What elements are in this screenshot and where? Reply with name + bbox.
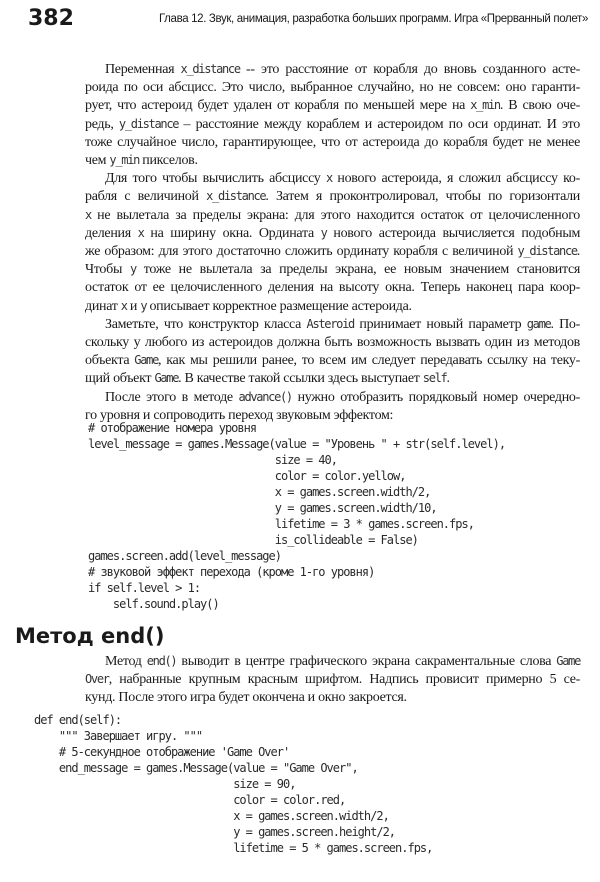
text-run: , как мы решили ранее, то всем им следует передавать ссылку на теку-	[158, 353, 580, 369]
text-line	[85, 298, 580, 316]
text-run: скольку у любого из астероидов должна быть возможность вызвать один из методов	[85, 335, 580, 351]
text-line	[85, 653, 580, 671]
inline-code: Game	[154, 371, 179, 386]
inline-code: Game	[556, 654, 580, 668]
text-run: тоже не вылетала за пределы экрана, ее новым значением становится	[135, 262, 580, 278]
text-line	[85, 61, 580, 79]
code-line: self.sound.play()	[88, 597, 219, 611]
inline-code: Game	[134, 353, 158, 368]
text-run: пикселов.	[139, 153, 198, 169]
code-line: level_message = games.Message(value = "Уровень " + str(self.level),	[88, 437, 506, 451]
text-line	[85, 207, 580, 225]
text-run: После этого в методе	[105, 389, 239, 405]
text-run: . По-	[550, 316, 580, 332]
page-number: 382	[28, 6, 74, 31]
text-run: остаток от ее целочисленного деления на высоту окна. Теперь наконец пара коор-	[85, 280, 580, 296]
text-run: кунд. После этого игра будет окончена и окно закроется.	[85, 690, 407, 706]
code-line: color = color.yellow,	[88, 469, 406, 483]
code-listing-end	[34, 712, 432, 856]
inline-code: x	[325, 171, 332, 186]
text-run: деления	[85, 225, 138, 241]
text-run: Метод	[105, 654, 147, 669]
text-run: нужно отобразить порядковый номер очередно-	[291, 389, 580, 405]
text-run: динат	[85, 298, 121, 314]
text-run: рует, что астероид будет удален от корабля по меньшей мере на	[85, 98, 471, 114]
text-run: выводит в центре графического экрана сакраментальные слова	[176, 654, 557, 669]
code-line: def end(self):	[34, 713, 122, 727]
text-line	[85, 370, 580, 388]
code-line: end_message = games.Message(value = "Game Over",	[34, 761, 358, 775]
text-run: .	[446, 371, 450, 387]
code-line: lifetime = 3 * games.screen.fps,	[88, 517, 474, 531]
running-header	[28, 6, 588, 30]
text-line	[85, 79, 580, 97]
text-line	[85, 116, 580, 134]
text-run: и	[126, 298, 141, 314]
inline-code: y_min	[109, 153, 140, 168]
text-run: нового астероида вычисляется подобным	[326, 225, 581, 241]
text-run: щий объект	[85, 371, 155, 387]
text-run: . В качестве такой ссылки здесь выступает	[178, 371, 423, 387]
code-line: y = games.screen.height/2,	[34, 825, 396, 839]
text-run: нового астероида, я сложил абсциссу ко-	[331, 171, 580, 187]
code-line: x = games.screen.width/2,	[34, 809, 389, 823]
text-run: чем	[85, 153, 110, 169]
inline-code: y	[140, 298, 147, 313]
text-line	[85, 134, 580, 152]
text-run: -- это расстояние от корабля до вновь созданного асте-	[239, 62, 580, 77]
text-run: редь,	[85, 116, 119, 132]
code-line: """ Завершает игру. """	[34, 729, 203, 743]
text-run: тоже случайное число, гарантирующее, что от астероида до корабля будет не менее	[85, 134, 580, 150]
inline-code: advance()	[238, 389, 292, 404]
text-line	[85, 261, 580, 279]
inline-code: x	[120, 298, 127, 313]
inline-code: y	[320, 225, 327, 240]
text-run: описывает корректное размещение астероида.	[146, 298, 412, 314]
text-run: не вылетала за пределы экрана: для этого находится остаток от целочисленного	[90, 207, 580, 223]
body-text-bottom	[85, 653, 580, 708]
inline-code: Over	[85, 672, 109, 687]
code-line: size = 40,	[88, 453, 337, 467]
inline-code: end()	[146, 654, 177, 668]
inline-code: self	[422, 371, 447, 386]
code-line: is_collideable = False)	[88, 533, 418, 547]
text-run: роида по оси абсцисс. Это число, выбранное случайно, но не совсем: оно гаранти-	[85, 80, 580, 96]
chapter-title: Глава 12. Звук, анимация, разработка больших программ. Игра «Прерванный полет»	[158, 13, 588, 25]
text-run: Для того чтобы вычислить абсциссу	[105, 171, 326, 187]
text-line	[85, 671, 580, 689]
code-line: size = 90,	[34, 777, 296, 791]
text-run: рабля с величиной	[85, 189, 207, 205]
inline-code: x_distance	[206, 189, 266, 204]
text-run: Чтобы	[85, 262, 130, 278]
code-listing-advance	[88, 420, 505, 612]
text-line	[85, 225, 580, 243]
text-line	[85, 389, 580, 407]
text-run: , набранные крупным красным шрифтом. Надпись провисит примерно 5 се-	[108, 672, 580, 688]
code-line: lifetime = 5 * games.screen.fps,	[34, 841, 433, 855]
code-line: # 5-секундное отображение 'Game Over'	[34, 745, 290, 759]
text-run: Заметьте, что конструктор класса	[105, 316, 307, 332]
text-run: принимает новый параметр	[353, 316, 527, 332]
text-line	[85, 97, 580, 115]
text-line	[85, 188, 580, 206]
text-run: – расстояние между кораблем и астероидом по оси ординат. И это	[178, 116, 580, 132]
text-line	[85, 170, 580, 188]
text-line	[85, 243, 580, 261]
code-line: y = games.screen.width/10,	[88, 501, 437, 515]
text-run: . Затем я проконтролировал, чтобы по горизонтали	[265, 189, 581, 205]
text-line	[85, 689, 580, 707]
code-line: color = color.red,	[34, 793, 346, 807]
text-run: го уровня и сопроводить переход звуковым эффектом:	[85, 407, 394, 423]
code-line: # звуковой эффект перехода (кроме 1-го уровня)	[88, 565, 375, 579]
text-line	[85, 316, 580, 334]
text-line	[85, 352, 580, 370]
text-run: на ширину окна. Ордината	[143, 225, 321, 241]
text-line	[85, 152, 580, 170]
text-run: же образом: для этого достаточно сложить ординату корабля с величиной	[85, 244, 518, 260]
text-line	[85, 334, 580, 352]
inline-code: y_distance	[118, 116, 179, 131]
inline-code: Asteroid	[306, 316, 354, 331]
text-line	[85, 279, 580, 297]
text-run: . В свою оче-	[499, 98, 580, 114]
code-line: if self.level > 1:	[88, 581, 201, 595]
text-run: .	[576, 244, 580, 260]
code-line: games.screen.add(level_message)	[88, 549, 281, 563]
section-heading: Метод end()	[15, 624, 165, 648]
code-line: # отображение номера уровня	[88, 421, 257, 435]
text-run: объекта	[85, 353, 135, 369]
inline-code: game	[526, 316, 551, 331]
inline-code: x	[137, 225, 144, 240]
text-run: Переменная	[105, 62, 181, 77]
code-line: x = games.screen.width/2,	[88, 485, 431, 499]
inline-code: x	[85, 207, 91, 222]
body-text-top	[85, 61, 580, 425]
inline-code: x_distance	[180, 62, 240, 76]
inline-code: y_distance	[517, 244, 577, 259]
inline-code: y	[129, 262, 136, 277]
inline-code: x_min	[470, 98, 500, 113]
